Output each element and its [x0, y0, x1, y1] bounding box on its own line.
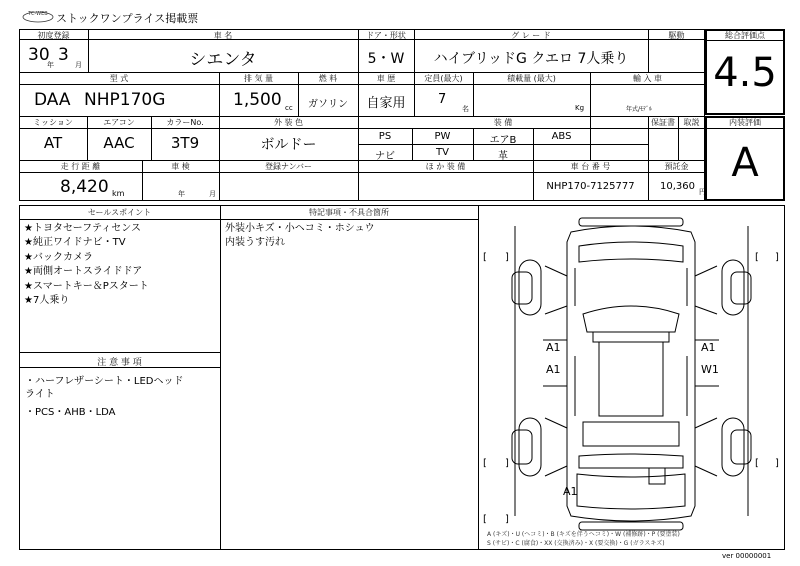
equipment-pw: PW: [434, 131, 451, 142]
sales-point-item: ★トヨタセーフティセンス: [24, 223, 141, 234]
grade-label: グ レ ー ド: [511, 31, 551, 40]
price-value: 10,360: [660, 181, 695, 192]
history-label: 車 歴: [376, 74, 396, 83]
history-value: 自家用: [366, 96, 406, 111]
bracket-left: [: [483, 252, 487, 263]
page-title: ストックワンプライス掲載票: [56, 12, 199, 25]
caution-item: ・PCS・AHB・LDA: [25, 407, 116, 418]
other-equipment-label: ほ か 装 備: [425, 162, 466, 171]
mission-value: AT: [43, 134, 63, 152]
mileage-unit: km: [112, 189, 125, 198]
equipment-navi: ナビ: [375, 151, 395, 162]
special-note-item: 外装小キズ・小ヘコミ・ホシュウ: [225, 223, 375, 234]
capacity-unit: 名: [462, 105, 469, 113]
sales-point-item: ★バックカメラ: [24, 252, 93, 263]
plate-label: 登録ナンバー: [264, 162, 313, 171]
svg-text:[: [: [483, 514, 487, 525]
caution-item: ・ハーフレザーシート・LEDヘッド: [25, 376, 184, 387]
fuel-label: 燃 料: [318, 74, 338, 83]
svg-text:[: [: [755, 252, 759, 263]
legend-line: A (キズ)・U (ヘコミ)・B (キズを伴うヘコミ)・W (補修跡)・P (要塗装): [487, 531, 680, 538]
model-label: 型 式: [109, 74, 129, 83]
overall-score: 4.5: [713, 50, 777, 96]
inspection-year-unit: 年: [178, 190, 185, 198]
model-prefix: DAA: [34, 90, 71, 110]
damage-mark: A1: [546, 341, 561, 354]
car-name: シエンタ: [189, 50, 257, 70]
equipment-label: 装 備: [493, 118, 513, 127]
warranty-label: 保証書: [651, 118, 675, 127]
drive-label: 駆動: [668, 31, 685, 40]
first-reg-year: 30: [28, 45, 50, 65]
damage-mark: W1: [701, 363, 719, 376]
equipment-abs: ABS: [551, 131, 572, 142]
price-unit: 円: [699, 188, 706, 196]
door-value: 5・W: [367, 51, 405, 67]
manual-label: 取説: [683, 118, 700, 127]
fuel-value: ガソリン: [308, 99, 348, 110]
first-reg-month: 3: [58, 45, 69, 65]
damage-mark: A1: [546, 363, 561, 376]
price-label: 預託金: [664, 162, 689, 171]
inspection-label: 車 検: [171, 162, 190, 171]
legend-line: S (サビ)・C (腐食)・XX (交換済み)・X (要交換)・G (ガラスキズ): [487, 540, 665, 547]
bracket-right: ]: [505, 252, 509, 263]
mission-label: ミッション: [33, 118, 73, 127]
load-label: 積載量 (最大): [507, 74, 556, 83]
svg-text:]: ]: [775, 252, 779, 263]
capacity-label: 定員(最大): [424, 74, 463, 83]
cautions-label: 注 意 事 項: [97, 358, 142, 368]
equipment-leather: 革: [498, 151, 508, 162]
equipment-airbag: エアB: [489, 135, 517, 146]
model-value: NHP170G: [84, 90, 166, 110]
damage-mark: A1: [563, 485, 578, 498]
displacement-label: 排 気 量: [243, 74, 274, 83]
overall-score-label: 総合評価点: [725, 31, 765, 40]
import-year-model: 年式/ﾓﾃﾞﾙ: [626, 106, 653, 113]
displacement-unit: cc: [285, 104, 293, 112]
aircon-label: エアコン: [103, 118, 135, 127]
car-name-label: 車 名: [213, 31, 233, 40]
svg-text:[: [: [483, 458, 487, 469]
mileage-value: 8,420: [60, 177, 109, 197]
chassis-value: NHP170-7125777: [546, 181, 635, 192]
logo: [22, 8, 54, 22]
load-unit: Kg: [575, 104, 585, 112]
capacity-value: 7: [438, 92, 447, 107]
svg-text:]: ]: [775, 458, 779, 469]
damage-mark: A1: [701, 341, 716, 354]
vehicle-damage-diagram: [479, 206, 784, 549]
aircon-value: AAC: [103, 134, 135, 152]
first-reg-year-unit: 年: [47, 61, 54, 69]
sales-point-item: ★純正ワイドナビ・TV: [24, 237, 126, 248]
special-notes-label: 特記事項・不具合箇所: [309, 208, 389, 217]
import-label: 輸 入 車: [632, 74, 663, 83]
equipment-tv: TV: [436, 147, 449, 158]
mileage-label: 走 行 距 離: [60, 162, 101, 171]
sales-point-item: ★両側オートスライドドア: [24, 266, 143, 277]
color-no-label: カラーNo.: [166, 118, 204, 127]
interior-score-label: 内装評価: [729, 118, 761, 127]
interior-score: A: [731, 140, 759, 186]
displacement-value: 1,500: [233, 90, 282, 110]
first-reg-month-unit: 月: [75, 61, 82, 69]
sales-point-item: ★7人乗り: [24, 295, 70, 306]
chassis-label: 車 台 番 号: [570, 162, 611, 171]
first-reg-label: 初度登録: [37, 31, 70, 40]
sales-points-label: セールスポイント: [87, 208, 152, 217]
svg-text:[: [: [755, 458, 759, 469]
sales-point-item: ★スマートキー＆Pスタート: [24, 281, 149, 292]
color-no-value: 3T9: [170, 134, 200, 152]
ext-color-value: ボルドー: [260, 137, 317, 153]
svg-text:]: ]: [505, 514, 509, 525]
equipment-ps: PS: [378, 131, 392, 142]
special-note-item: 内装うす汚れ: [225, 237, 285, 248]
inspection-month-unit: 月: [209, 190, 216, 198]
grade-value: ハイブリッドG クエロ 7人乗り: [433, 51, 629, 67]
version-text: ver 00000001: [722, 552, 772, 560]
svg-text:]: ]: [505, 458, 509, 469]
caution-item: ライト: [25, 389, 55, 400]
ext-color-label: 外 装 色: [273, 118, 304, 127]
door-label: ドア・形状: [366, 31, 406, 40]
logo-text: TC-WEB: [28, 11, 48, 17]
